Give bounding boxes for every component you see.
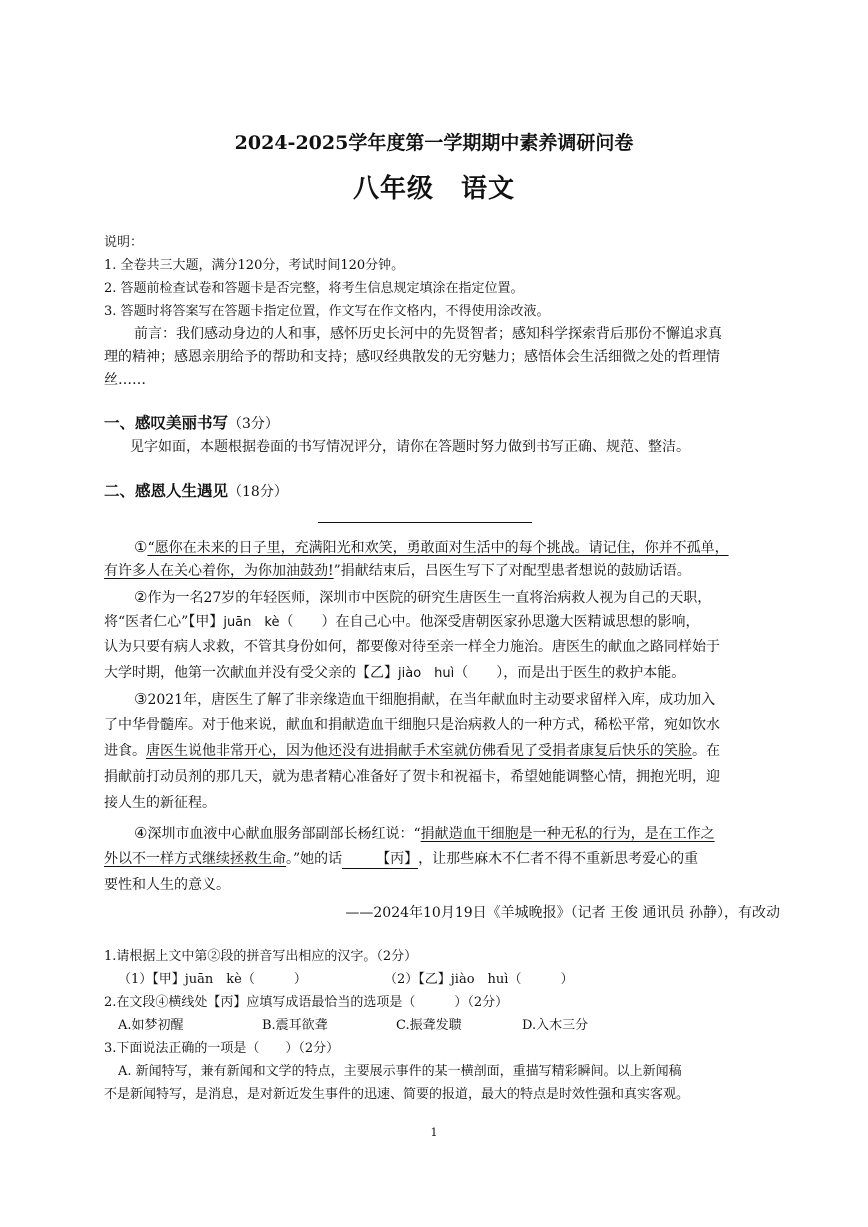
paragraph-2-line: 认为只要有病人求救，不管其身份如何，都要像对待至亲一样全力施治。唐医生的献血之路同样始于 (104, 639, 720, 655)
instruction-item: 1. 全卷共三大题，满分120分，考试时间120分钟。 (104, 258, 405, 273)
pinyin: juān kè (223, 615, 280, 630)
question-2: 2.在文段④横线处【丙】应填写成语最恰当的选项是（ ）（2分） (104, 995, 509, 1010)
underlined-text: 有许多人在关心着你，为你加油鼓劲! (104, 563, 334, 579)
question-2-option: A.如梦初醒 (118, 1018, 184, 1033)
section2-title: 二、感恩人生遇见 (104, 482, 229, 500)
text: ”捐献结束后，吕医生写下了对配型患者想说的鼓励话语。 (333, 563, 691, 579)
text: 进食。 (104, 743, 146, 759)
underlined-text: “愿你在未来的日子里，充满阳光和欢笑，勇敢面对生活中的每个挑战。请记住，你并不孤单， (147, 540, 729, 556)
paragraph-number: ④ (134, 824, 148, 842)
paragraph-number: ③ (134, 690, 148, 708)
preface-line: 丝…… (104, 372, 146, 388)
paragraph-3-line (104, 742, 780, 760)
paragraph-3-line: 了中华骨髓库。对于他来说，献血和捐献造血干细胞只是治病救人的一种方式，稀松平常，宛如饮水 (104, 717, 720, 733)
text: 深圳市血液中心献血服务部副部长杨红说：“ (147, 826, 421, 842)
paragraph-4-line (104, 850, 780, 869)
paragraph-4-line: 要性和人生的意义。 (104, 877, 230, 893)
question-2-option: C.振聋发聩 (396, 1018, 462, 1033)
text: （ ）在自己心中。他深受唐朝医家孙思邈大医精诚思想的影响， (279, 614, 700, 630)
exam-title: 2024-2025学年度第一学期期中素养调研问卷 (234, 132, 634, 154)
paragraph-2-line (104, 664, 780, 683)
text: ，让那些麻木不仁者不得不重新思考爱心的重 (418, 851, 699, 867)
preface-line: 前言：我们感动身边的人和事，感怀历史长河中的先贤智者；感知科学探索背后那份不懈追求真 (134, 326, 722, 342)
section1-points: （3分） (228, 416, 279, 432)
text: 大学时期，他第一次献血并没有受父亲的【乙】 (104, 665, 398, 681)
question-1-part-b: （2）【乙】jiào huì（ ） (384, 972, 574, 987)
text: 作为一名27岁的年轻医师，深圳市中医院的研究生唐医生一直将治病救人视为自己的天职， (147, 590, 712, 606)
paragraph-2-line (134, 588, 780, 607)
question-1: 1.请根据上文中第②段的拼音写出相应的汉字。（2分） (104, 949, 418, 964)
answer-blank: 【丙】 (342, 850, 418, 869)
preface-line: 理的精神；感恩亲朋给予的帮助和支持；感叹经典散发的无穷魅力；感悟体会生活细微之处的哲理情 (104, 349, 720, 365)
instructions-label: 说明： (104, 235, 144, 250)
text: （ ），而是出于医生的救护本能。 (454, 665, 686, 681)
paragraph-3-line (134, 690, 780, 709)
question-1-part-a: （1）【甲】juān kè（ ） (118, 972, 307, 987)
paragraph-number: ② (134, 588, 148, 606)
text: 。”她的话 (286, 851, 343, 867)
underlined-text: 捐献造血干细胞是一种无私的行为，是在工作之 (420, 826, 715, 842)
pinyin: jiào huì (398, 666, 455, 681)
question-2-option: D.入木三分 (522, 1018, 589, 1033)
instruction-item: 2. 答题前检查试卷和答题卡是否完整，将考生信息规定填涂在指定位置。 (104, 281, 524, 296)
news-source: ——2024年10月19日《羊城晚报》（记者 王俊 通讯员 孙静），有改动 (345, 905, 780, 921)
question-3-option-a-cont: 不是新闻特写，是消息，是对新近发生事件的迅速、简要的报道，最大的特点是时效性强和真实客观。 (104, 1087, 690, 1102)
paragraph-4-line (134, 824, 780, 843)
question-3: 3.下面说法正确的一项是（ ）（2分） (104, 1041, 340, 1056)
section2-points: （18分） (228, 484, 288, 500)
question-3-option-a: A. 新闻特写，兼有新闻和文学的特点，主要展示事件的某一横剖面，重描写精彩瞬间。以上新闻稿 (118, 1064, 682, 1079)
paragraph-1-line (104, 562, 780, 580)
question-2-option: B.震耳欲聋 (262, 1018, 328, 1033)
underlined-text: 外以不一样方式继续拯救生命 (104, 851, 286, 867)
text: 。在 (692, 743, 720, 759)
text: 将“医者仁心”【甲】 (104, 614, 224, 630)
page-number: 1 (430, 1126, 438, 1139)
paragraph-2-line (104, 613, 780, 632)
paragraph-number: ① (134, 538, 148, 556)
section2-heading (104, 482, 780, 501)
paragraph-1-line (134, 538, 780, 557)
exam-subtitle: 八年级 语文 (352, 174, 515, 204)
passage-title-rule (318, 522, 532, 523)
section1-title: 一、感叹美丽书写 (104, 414, 229, 432)
section1-text: 见字如面，本题根据卷面的书写情况评分，请你在答题时努力做到书写正确、规范、整洁。 (130, 439, 690, 455)
text: 2021年，唐医生了解了非亲缘造血干细胞捐献，在当年献血时主动要求留样入库，成功加入 (147, 692, 716, 708)
instruction-item: 3. 答题时将答案写在答题卡指定位置，作文写在作文格内，不得使用涂改液。 (104, 304, 550, 319)
underlined-text: 唐医生说他非常开心，因为他还没有进捐献手术室就仿佛看见了受捐者康复后快乐的笑脸 (146, 743, 692, 759)
paragraph-3-line: 接人生的新征程。 (104, 795, 216, 811)
section1-heading (104, 414, 780, 433)
paragraph-3-line: 捐献前打动员剂的那几天，就为患者精心准备好了贺卡和祝福卡，希望她能调整心情，拥抱光明，迎 (104, 769, 720, 785)
